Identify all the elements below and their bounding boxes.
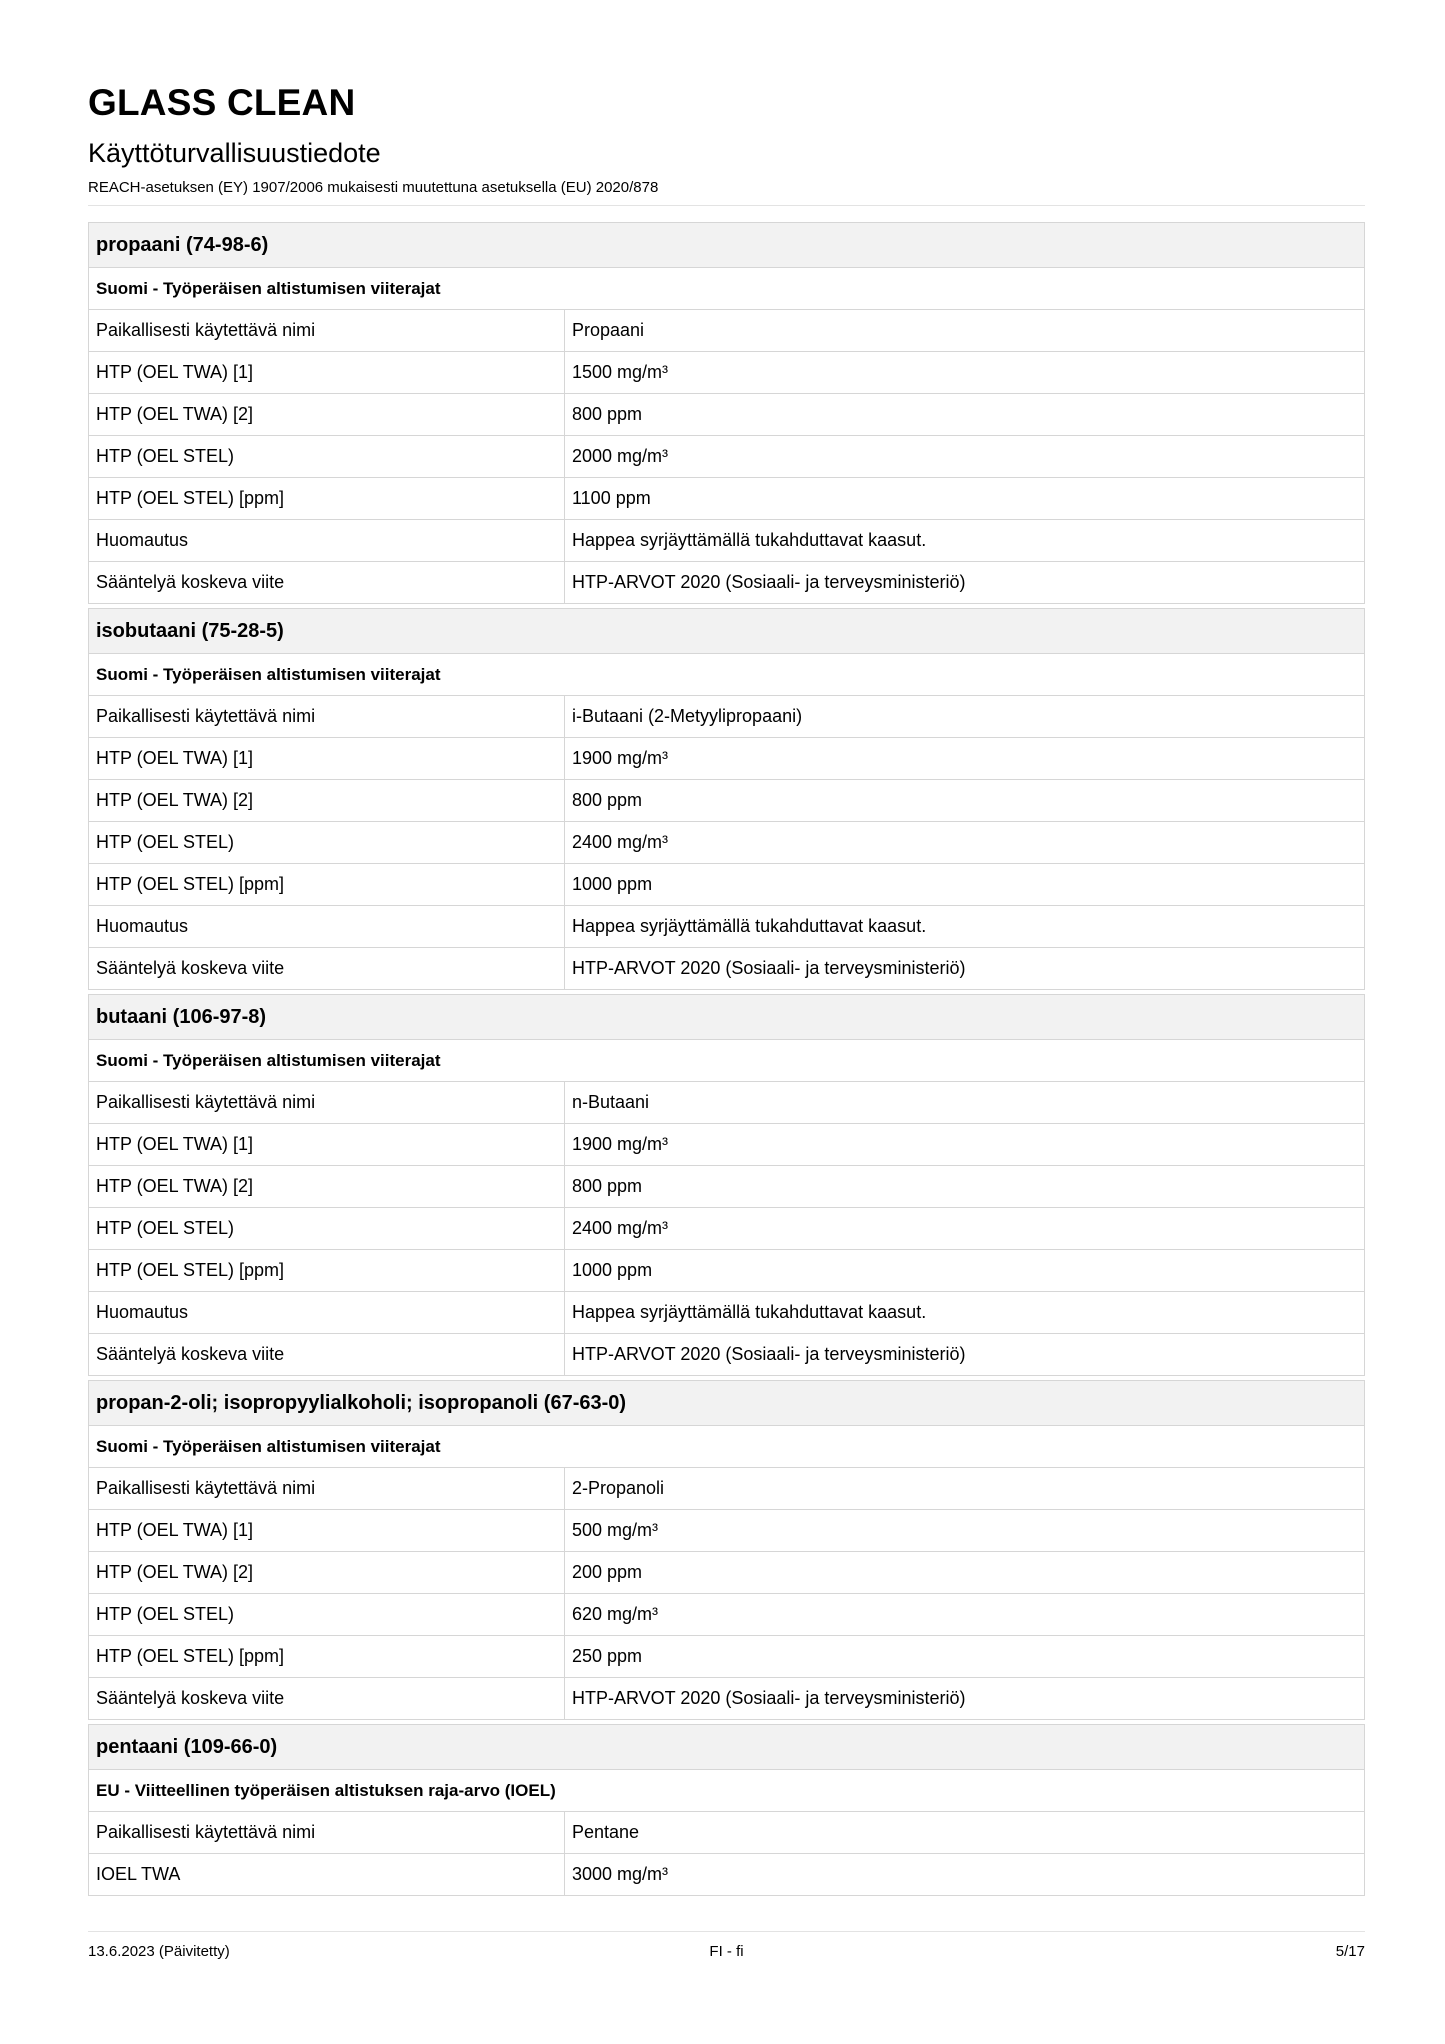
substance-section: [88, 222, 1365, 604]
row-value: 1500 mg/m³: [572, 362, 669, 382]
table-row: [89, 948, 1364, 989]
table-row: [89, 1468, 1364, 1510]
jurisdiction-heading: Suomi - Työperäisen altistumisen viiterajat: [89, 1426, 1364, 1468]
table-row: [89, 780, 1364, 822]
row-label: Huomautus: [89, 906, 565, 947]
row-label: HTP (OEL TWA) [2]: [89, 780, 565, 821]
row-value: 620 mg/m³: [572, 1604, 659, 1624]
row-value: 1000 ppm: [572, 874, 653, 894]
row-value: Happea syrjäyttämällä tukahduttavat kaasut.: [572, 1302, 927, 1322]
row-label: HTP (OEL STEL) [ppm]: [89, 1250, 565, 1291]
table-row: [89, 1854, 1364, 1895]
row-label: HTP (OEL TWA) [1]: [89, 1124, 565, 1165]
row-label: HTP (OEL TWA) [1]: [89, 352, 565, 393]
row-value: 3000 mg/m³: [572, 1864, 669, 1884]
row-value: Happea syrjäyttämällä tukahduttavat kaasut.: [572, 530, 927, 550]
substance-section: [88, 994, 1365, 1376]
row-value: 800 ppm: [572, 790, 643, 810]
table-row: [89, 1812, 1364, 1854]
row-value: 2-Propanoli: [572, 1478, 665, 1498]
row-label: HTP (OEL STEL): [89, 822, 565, 863]
table-row: [89, 822, 1364, 864]
substance-section: [88, 1380, 1365, 1720]
row-label: Sääntelyä koskeva viite: [89, 562, 565, 603]
row-label: Sääntelyä koskeva viite: [89, 1678, 565, 1719]
row-label: HTP (OEL TWA) [1]: [89, 738, 565, 779]
row-label: Paikallisesti käytettävä nimi: [89, 696, 565, 737]
row-label: HTP (OEL TWA) [2]: [89, 1166, 565, 1207]
row-label: IOEL TWA: [89, 1854, 565, 1895]
table-row: [89, 1124, 1364, 1166]
document-title: GLASS CLEAN: [88, 82, 356, 123]
table-row: [89, 1552, 1364, 1594]
table-row: [89, 520, 1364, 562]
regulation-line: REACH-asetuksen (EY) 1907/2006 mukaisesti muutettuna asetuksella (EU) 2020/878: [88, 179, 659, 196]
row-value: 500 mg/m³: [572, 1520, 659, 1540]
table-row: [89, 1594, 1364, 1636]
table-row: [89, 352, 1364, 394]
header-divider: [88, 205, 1365, 206]
footer-divider: [88, 1931, 1365, 1932]
substance-title: pentaani (109-66-0): [89, 1725, 1364, 1770]
table-row: [89, 478, 1364, 520]
row-value: HTP-ARVOT 2020 (Sosiaali- ja terveysministeriö): [572, 1688, 966, 1708]
row-value: HTP-ARVOT 2020 (Sosiaali- ja terveysministeriö): [572, 1344, 966, 1364]
table-row: [89, 1678, 1364, 1719]
row-label: Paikallisesti käytettävä nimi: [89, 1812, 565, 1853]
jurisdiction-heading: Suomi - Työperäisen altistumisen viiterajat: [89, 1040, 1364, 1082]
row-label: HTP (OEL STEL): [89, 436, 565, 477]
table-row: [89, 1208, 1364, 1250]
row-label: HTP (OEL TWA) [1]: [89, 1510, 565, 1551]
table-row: [89, 1334, 1364, 1375]
row-value: n-Butaani: [572, 1092, 650, 1112]
footer-date: 13.6.2023 (Päivitetty): [88, 1943, 230, 1960]
document-subtitle: Käyttöturvallisuustiedote: [88, 138, 381, 168]
table-row: [89, 1510, 1364, 1552]
table-row: [89, 738, 1364, 780]
row-label: HTP (OEL STEL): [89, 1594, 565, 1635]
substance-section: [88, 608, 1365, 990]
row-value: Happea syrjäyttämällä tukahduttavat kaasut.: [572, 916, 927, 936]
row-value: HTP-ARVOT 2020 (Sosiaali- ja terveysministeriö): [572, 572, 966, 592]
row-label: Paikallisesti käytettävä nimi: [89, 1468, 565, 1509]
table-row: [89, 1292, 1364, 1334]
row-value: 800 ppm: [572, 404, 643, 424]
exposure-limits-sections: [88, 222, 1365, 1900]
row-label: HTP (OEL TWA) [2]: [89, 1552, 565, 1593]
substance-title: propaani (74-98-6): [89, 223, 1364, 268]
table-row: [89, 1636, 1364, 1678]
row-value: HTP-ARVOT 2020 (Sosiaali- ja terveysministeriö): [572, 958, 966, 978]
row-value: Propaani: [572, 320, 645, 340]
row-label: HTP (OEL STEL) [ppm]: [89, 1636, 565, 1677]
row-value: 250 ppm: [572, 1646, 643, 1666]
row-value: 2400 mg/m³: [572, 1218, 669, 1238]
table-row: [89, 310, 1364, 352]
table-row: [89, 1250, 1364, 1292]
table-row: [89, 436, 1364, 478]
table-row: [89, 1166, 1364, 1208]
table-row: [89, 906, 1364, 948]
substance-title: isobutaani (75-28-5): [89, 609, 1364, 654]
row-label: HTP (OEL STEL): [89, 1208, 565, 1249]
row-label: Huomautus: [89, 1292, 565, 1333]
jurisdiction-heading: EU - Viitteellinen työperäisen altistuksen raja-arvo (IOEL): [89, 1770, 1364, 1812]
substance-section: [88, 1724, 1365, 1896]
substance-title: butaani (106-97-8): [89, 995, 1364, 1040]
row-value: 1900 mg/m³: [572, 748, 669, 768]
table-row: [89, 394, 1364, 436]
row-value: 800 ppm: [572, 1176, 643, 1196]
table-row: [89, 562, 1364, 603]
row-label: Sääntelyä koskeva viite: [89, 948, 565, 989]
row-label: Paikallisesti käytettävä nimi: [89, 310, 565, 351]
row-value: i-Butaani (2-Metyylipropaani): [572, 706, 803, 726]
row-value: 1900 mg/m³: [572, 1134, 669, 1154]
row-label: HTP (OEL STEL) [ppm]: [89, 864, 565, 905]
row-value: 2000 mg/m³: [572, 446, 669, 466]
row-value: 1100 ppm: [572, 488, 651, 508]
row-value: 1000 ppm: [572, 1260, 653, 1280]
row-value: Pentane: [572, 1822, 640, 1842]
table-row: [89, 1082, 1364, 1124]
footer-language: FI - fi: [709, 1943, 744, 1960]
substance-title: propan-2-oli; isopropyylialkoholi; isopropanoli (67-63-0): [89, 1381, 1364, 1426]
row-value: 2400 mg/m³: [572, 832, 669, 852]
jurisdiction-heading: Suomi - Työperäisen altistumisen viiterajat: [89, 268, 1364, 310]
row-label: HTP (OEL TWA) [2]: [89, 394, 565, 435]
table-row: [89, 864, 1364, 906]
table-row: [89, 696, 1364, 738]
row-label: Sääntelyä koskeva viite: [89, 1334, 565, 1375]
row-label: Huomautus: [89, 520, 565, 561]
row-label: HTP (OEL STEL) [ppm]: [89, 478, 565, 519]
row-value: 200 ppm: [572, 1562, 643, 1582]
jurisdiction-heading: Suomi - Työperäisen altistumisen viiterajat: [89, 654, 1364, 696]
row-label: Paikallisesti käytettävä nimi: [89, 1082, 565, 1123]
footer-page-number: 5/17: [1335, 1943, 1365, 1960]
